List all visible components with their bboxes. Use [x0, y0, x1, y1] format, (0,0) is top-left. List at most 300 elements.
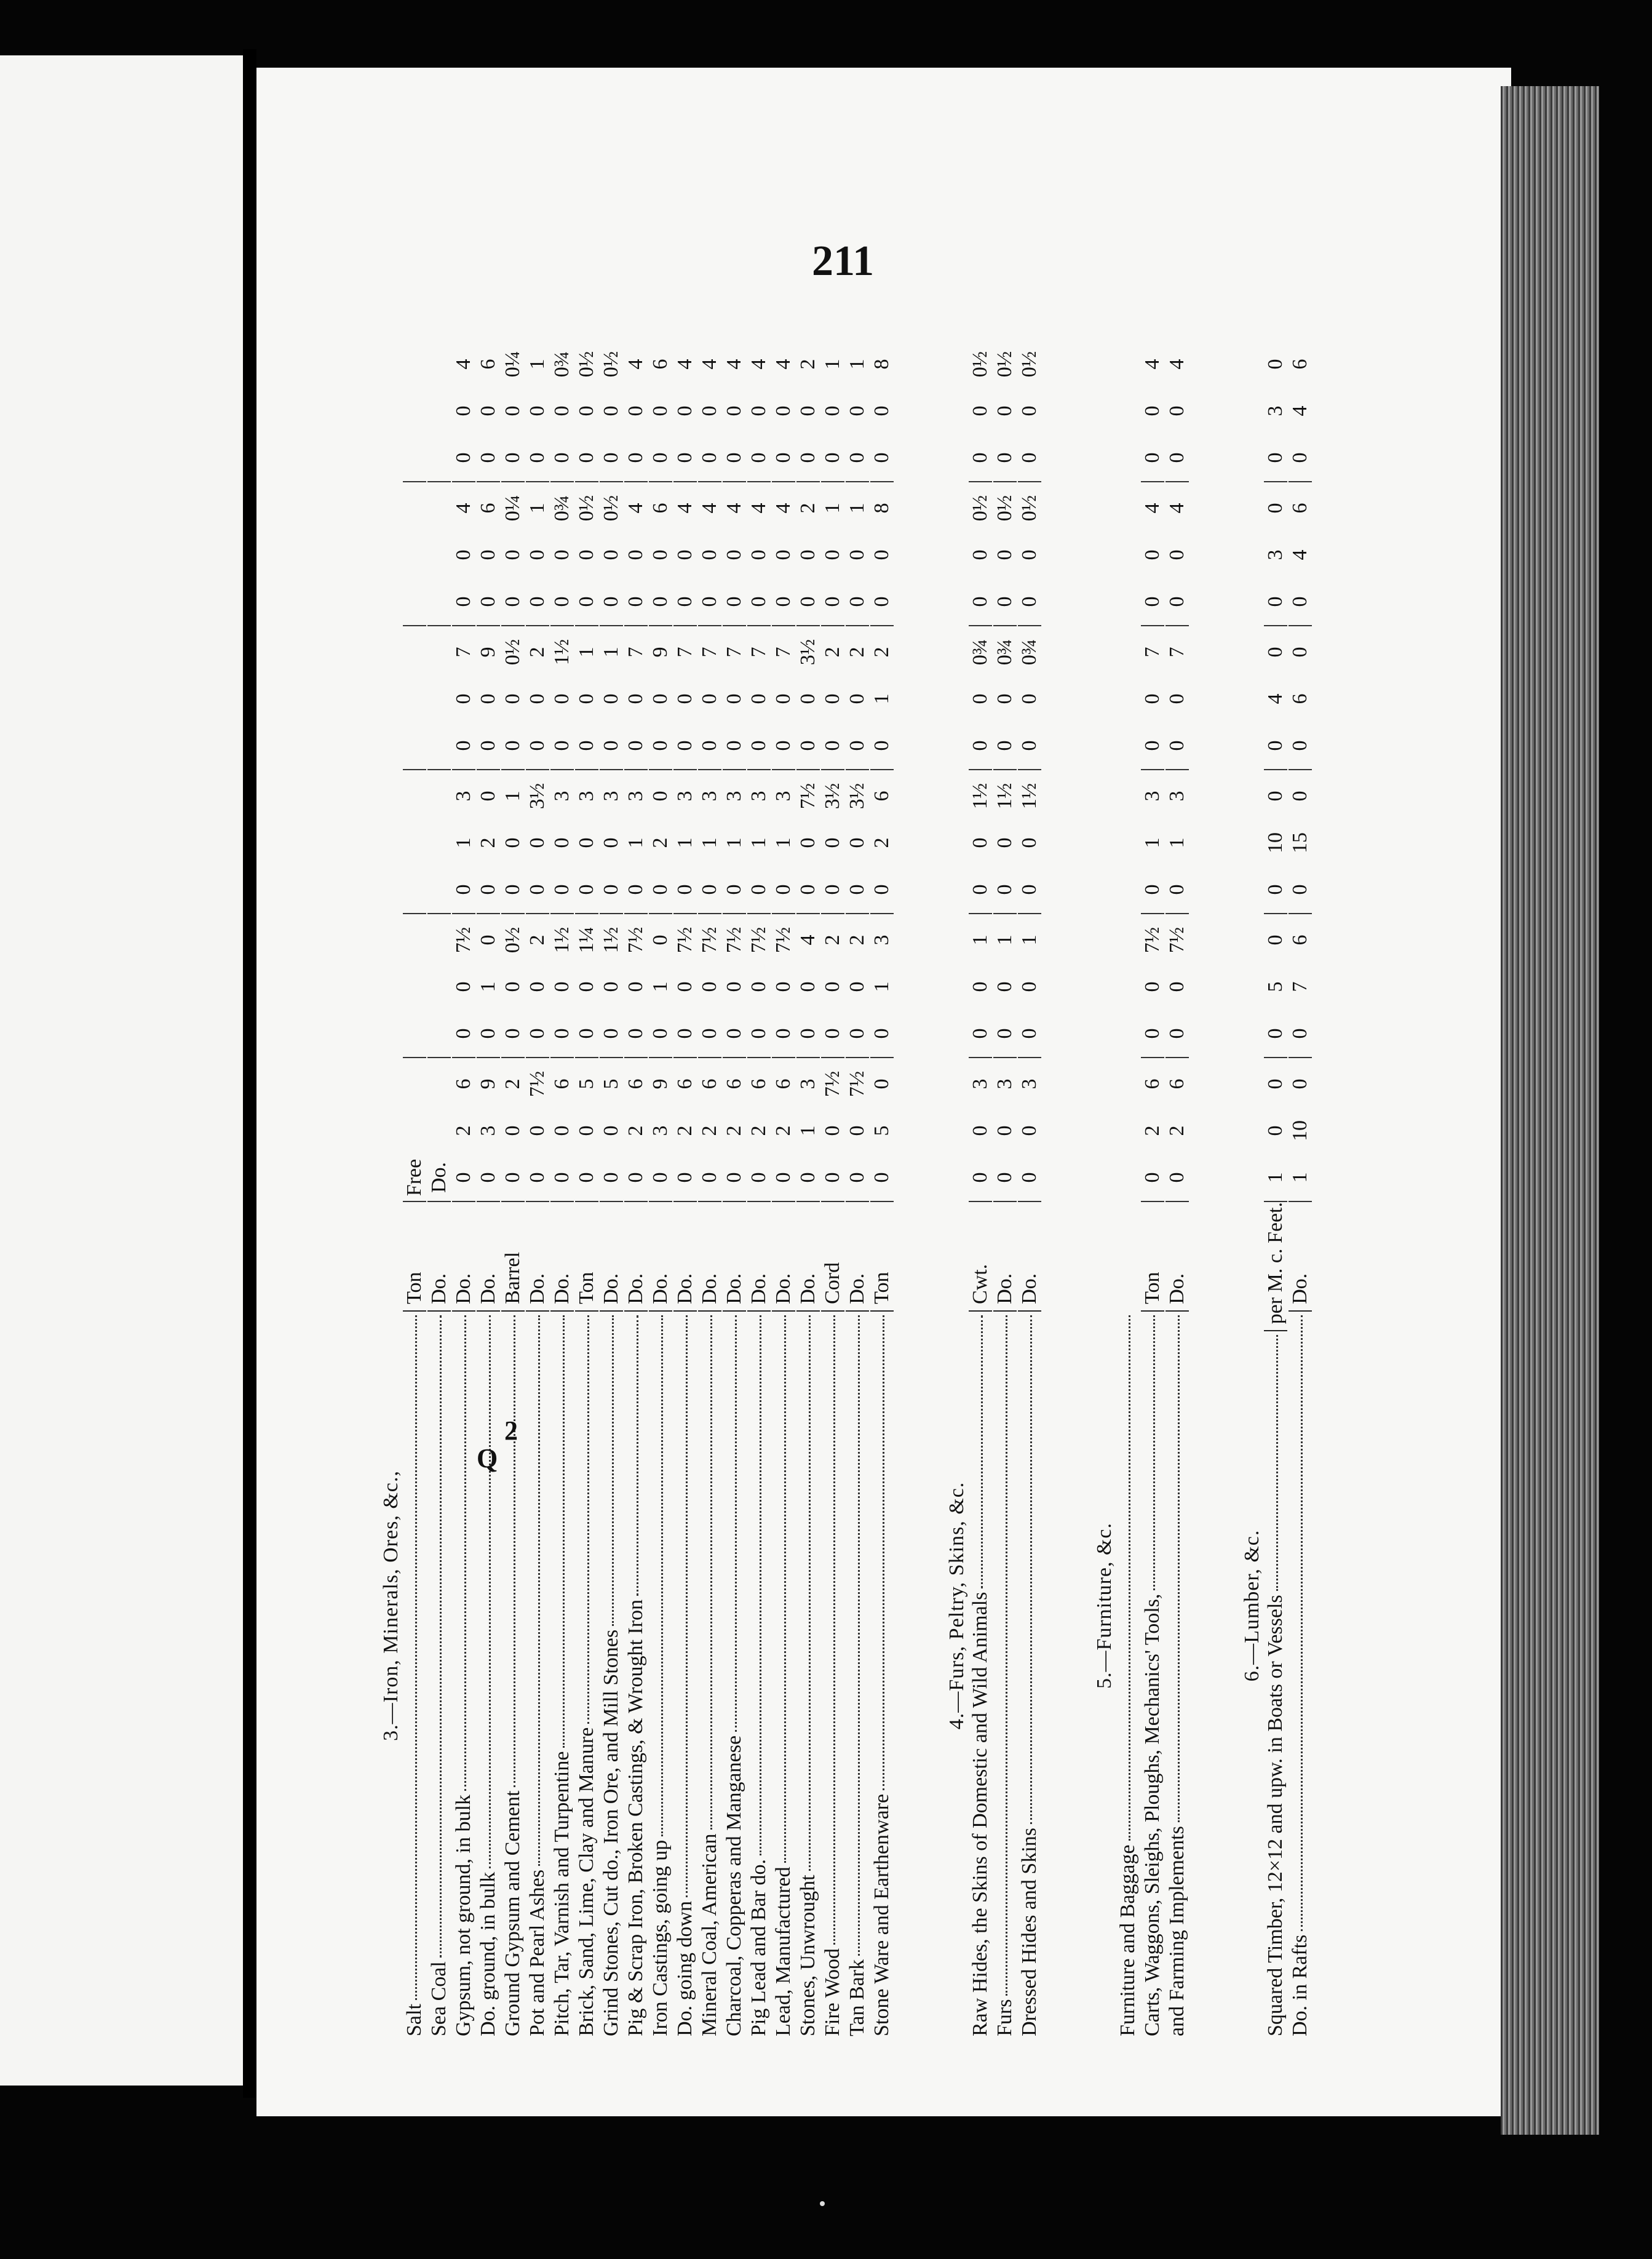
- rate-cell: 2: [477, 837, 499, 848]
- unit-cell: Do.: [1166, 1202, 1189, 1312]
- rate-cell: 1: [796, 1125, 819, 1136]
- rate-cell: 0: [870, 405, 893, 416]
- rate-cell: 0: [796, 405, 819, 416]
- rate-cell: 0: [452, 740, 475, 751]
- rate-cell: 0: [1264, 1028, 1287, 1039]
- rate-cell: 7½: [1141, 926, 1164, 954]
- rate-cell: 0: [1166, 1028, 1188, 1039]
- rate-cell: 0: [575, 884, 598, 895]
- row-description: [403, 1312, 426, 2036]
- row-description: [526, 1312, 549, 2036]
- rate-group: [747, 1058, 771, 1202]
- table-row: [1264, 338, 1289, 2036]
- rate-cell: 0: [649, 549, 672, 560]
- unit-cell: Do.: [723, 1202, 746, 1312]
- rate-cell: [403, 578, 426, 625]
- description-text: and Farming Implements: [1166, 1826, 1188, 2036]
- leader-dots: [637, 1315, 638, 1596]
- rate-cell: 0: [550, 981, 573, 992]
- rate-group: [526, 626, 549, 770]
- rate-group: [550, 482, 574, 626]
- rate-group: [649, 482, 672, 626]
- rate-cell: [427, 866, 451, 913]
- rate-cell: 0: [624, 740, 647, 751]
- rate-cell: 0: [796, 884, 819, 895]
- rate-cell: 1: [673, 837, 696, 848]
- rate-cell: 0¾: [550, 351, 573, 378]
- row-description: [698, 1312, 721, 2036]
- rate-cell: 0: [600, 693, 622, 704]
- rate-cell: [427, 434, 451, 481]
- rate-cell: 0: [969, 1125, 991, 1136]
- rate-cell: [403, 917, 426, 963]
- rate-cell: 0: [1264, 934, 1287, 946]
- rate-cell: 0: [772, 405, 795, 416]
- rate-cell: [427, 532, 451, 578]
- rate-cell: 2: [796, 503, 819, 514]
- rate-cell: 0: [846, 884, 868, 895]
- rate-cell: 0: [772, 884, 795, 895]
- rate-cell: 2: [821, 934, 844, 946]
- rate-cell: 4: [772, 503, 795, 514]
- row-description: [427, 1312, 451, 2036]
- row-description: [575, 1312, 598, 2036]
- rate-cell: 1: [649, 981, 672, 992]
- rate-group: [747, 482, 771, 626]
- description-text: Grind Stones, Cut do., Iron Ore, and Mill Stones: [600, 1629, 622, 2036]
- table-row: [477, 338, 501, 2036]
- rate-cell: [403, 485, 426, 532]
- description-text: Mineral Coal, American: [698, 1833, 721, 2036]
- rate-cell: 0: [600, 549, 622, 560]
- leader-dots: [563, 1315, 565, 1748]
- rate-cell: 0: [649, 596, 672, 607]
- section-gap: [1190, 338, 1215, 2036]
- rate-cell: 0: [477, 884, 499, 895]
- rate-cell: 0: [969, 1172, 991, 1183]
- rate-group: [821, 770, 844, 914]
- rate-cell: 3: [723, 791, 745, 802]
- rate-group: [1264, 626, 1287, 770]
- rate-group: [550, 626, 574, 770]
- description-text: Pitch, Tar, Varnish and Turpentine: [550, 1751, 573, 2036]
- rate-cell: 0: [993, 405, 1016, 416]
- rate-cell: 1½: [969, 783, 991, 810]
- rate-cell: 6: [624, 1078, 647, 1090]
- rate-cell: 0: [477, 693, 499, 704]
- rate-group: [747, 626, 771, 770]
- rate-group: [1141, 914, 1164, 1058]
- rate-cell: 0: [526, 884, 549, 895]
- rate-group: [821, 338, 844, 482]
- rate-cell: 3: [1264, 549, 1287, 560]
- rate-cell: 1: [477, 981, 499, 992]
- rate-cell: 2: [821, 647, 844, 658]
- rate-cell: 0: [1264, 1078, 1287, 1090]
- rate-group: [452, 914, 475, 1058]
- table-row: [600, 338, 624, 2036]
- rate-group: [698, 338, 721, 482]
- rate-cell: 0: [649, 884, 672, 895]
- rate-group: [1018, 770, 1041, 914]
- rate-group: [870, 338, 894, 482]
- rate-group: [993, 626, 1017, 770]
- rate-cell: 0: [821, 405, 844, 416]
- rate-cell: 5: [575, 1078, 598, 1090]
- rate-cell: 0: [1289, 452, 1311, 463]
- rate-group: [1264, 914, 1287, 1058]
- rate-group: [1018, 482, 1041, 626]
- rate-cell: 0: [575, 549, 598, 560]
- rate-cell: 0: [624, 596, 647, 607]
- rate-group: [796, 770, 820, 914]
- rate-cell: 0: [624, 693, 647, 704]
- rate-cell: 3: [1141, 791, 1164, 802]
- row-description: [477, 1312, 500, 2036]
- rate-cell: 4: [1289, 405, 1311, 416]
- leader-dots: [981, 1315, 983, 1588]
- rate-group: [969, 1058, 992, 1202]
- rate-cell: 0: [846, 452, 868, 463]
- rate-cell: 6: [477, 359, 499, 370]
- rate-cell: 6: [1289, 359, 1311, 370]
- rate-cell: 0: [501, 981, 524, 992]
- rate-group: [624, 914, 648, 1058]
- rate-cell: 0½: [993, 351, 1016, 378]
- rate-group: [452, 626, 475, 770]
- rate-cell: [403, 341, 426, 388]
- rate-cell: Free: [403, 1158, 426, 1197]
- rate-cell: 0: [1289, 1028, 1311, 1039]
- rate-cell: 0: [1264, 503, 1287, 514]
- rate-cell: 6: [747, 1078, 770, 1090]
- description-text: Iron Castings, going up: [649, 1839, 672, 2036]
- description-text: Furs: [993, 1999, 1016, 2036]
- rate-cell: [403, 388, 426, 434]
- rate-cell: 0: [723, 981, 745, 992]
- table-row: [772, 338, 796, 2036]
- rate-group: [821, 1058, 844, 1202]
- rate-group: [846, 482, 869, 626]
- rate-cell: 7½: [673, 926, 696, 954]
- rate-group: [403, 482, 426, 626]
- rate-cell: 1: [993, 934, 1016, 946]
- rate-cell: 0: [993, 740, 1016, 751]
- rate-cell: 7: [1166, 647, 1188, 658]
- table-row: [821, 338, 846, 2036]
- leader-dots: [489, 1315, 491, 1868]
- rate-cell: 0: [1018, 837, 1041, 848]
- rate-cell: 7: [1289, 981, 1311, 992]
- rate-group: [575, 338, 598, 482]
- rate-cell: 0: [723, 740, 745, 751]
- table-row: [1141, 338, 1166, 2036]
- rate-cell: 0: [747, 452, 770, 463]
- rate-cell: [427, 341, 451, 388]
- rate-cell: 2: [526, 647, 549, 658]
- rate-cell: 0: [846, 1172, 868, 1183]
- rate-cell: 7: [452, 647, 475, 658]
- rate-group: [477, 482, 500, 626]
- rate-cell: 0: [796, 1028, 819, 1039]
- rate-cell: 9: [477, 647, 499, 658]
- rate-group: [575, 482, 598, 626]
- rate-cell: 0: [698, 405, 721, 416]
- unit-cell: Do.: [550, 1202, 574, 1312]
- rate-cell: 0: [772, 549, 795, 560]
- unit-cell: Ton: [575, 1202, 598, 1312]
- rate-cell: [403, 963, 426, 1010]
- rate-cell: 1: [969, 934, 991, 946]
- rate-cell: 9: [649, 1078, 672, 1090]
- rate-cell: 0: [649, 1028, 672, 1039]
- rate-group: [1166, 626, 1189, 770]
- rate-cell: 0: [649, 693, 672, 704]
- rate-cell: 0: [550, 740, 573, 751]
- rate-cell: 0: [747, 1028, 770, 1039]
- rate-cell: 0: [501, 596, 524, 607]
- rate-group: [600, 626, 623, 770]
- rate-cell: [427, 819, 451, 866]
- rate-group: [403, 626, 426, 770]
- table-row: [403, 338, 427, 2036]
- rate-cell: 4: [452, 359, 475, 370]
- rate-group: [403, 914, 426, 1058]
- rate-cell: 0: [870, 549, 893, 560]
- rate-cell: 0½: [969, 495, 991, 522]
- rate-cell: 0: [870, 596, 893, 607]
- rate-cell: 0: [1018, 1172, 1041, 1183]
- rate-cell: 8: [870, 503, 893, 514]
- rate-cell: 9: [477, 1078, 499, 1090]
- rate-cell: 0: [772, 1172, 795, 1183]
- rate-cell: 3: [698, 791, 721, 802]
- rate-cell: 0: [550, 1172, 573, 1183]
- rate-cell: [403, 532, 426, 578]
- description-text: Stone Ware and Earthenware: [870, 1793, 893, 2036]
- section-gap: [1042, 338, 1067, 2036]
- rate-cell: 2: [723, 1125, 745, 1136]
- rate-group: [624, 482, 648, 626]
- tariff-table: [354, 338, 1338, 2036]
- rate-cell: 0: [747, 1172, 770, 1183]
- rate-cell: 0: [821, 693, 844, 704]
- rate-cell: 1: [452, 837, 475, 848]
- rate-cell: 7½: [846, 1070, 868, 1098]
- leader-dots: [1006, 1315, 1007, 1996]
- row-description: [870, 1312, 894, 2036]
- table-row: [969, 338, 993, 2036]
- leader-dots: [1301, 1315, 1303, 1931]
- rate-cell: 0: [723, 452, 745, 463]
- rate-group: [452, 770, 475, 914]
- rate-cell: 1: [501, 791, 524, 802]
- rate-cell: 7½: [698, 926, 721, 954]
- rate-cell: 1: [772, 837, 795, 848]
- rate-cell: 3: [772, 791, 795, 802]
- rate-cell: 7: [1141, 647, 1164, 658]
- rate-cell: 6: [772, 1078, 795, 1090]
- rate-cell: 0: [1018, 596, 1041, 607]
- rate-cell: 0: [526, 837, 549, 848]
- rate-cell: 7½: [526, 1070, 549, 1098]
- description-text: Sea Coal: [427, 1961, 450, 2036]
- margin-mark-2: 2: [504, 1416, 518, 1446]
- rate-cell: 2: [1166, 1125, 1188, 1136]
- rate-cell: 2: [846, 647, 868, 658]
- leader-dots: [587, 1315, 589, 1724]
- rate-cell: 1½: [993, 783, 1016, 810]
- rate-group: [526, 338, 549, 482]
- rate-group: [870, 626, 894, 770]
- rate-group: [550, 338, 574, 482]
- rate-cell: 0: [969, 740, 991, 751]
- section-heading: 3.—Iron, Minerals, Ores, &c.,: [379, 1470, 402, 1741]
- rate-cell: 4: [796, 934, 819, 946]
- page-edges: [1501, 86, 1599, 2135]
- description-text: Carts, Waggons, Sleighs, Ploughs, Mechanics' Tools,: [1141, 1593, 1164, 2036]
- row-description: [772, 1312, 795, 2036]
- rate-group: [673, 1058, 697, 1202]
- rate-cell: 0: [673, 1028, 696, 1039]
- rate-cell: 0: [1018, 981, 1041, 992]
- unit-cell: Do.: [1018, 1202, 1041, 1312]
- rate-cell: 0: [1264, 596, 1287, 607]
- rate-cell: 4: [1289, 549, 1311, 560]
- rate-group: [550, 914, 574, 1058]
- leader-dots: [1129, 1315, 1130, 1841]
- rate-group: [550, 770, 574, 914]
- rate-cell: [427, 917, 451, 963]
- rate-cell: 4: [772, 359, 795, 370]
- rate-cell: 7½: [624, 926, 647, 954]
- rate-cell: 10: [1289, 1120, 1311, 1141]
- rate-cell: 0: [600, 1028, 622, 1039]
- rate-cell: 0: [452, 1028, 475, 1039]
- rate-cell: 7: [747, 647, 770, 658]
- rate-cell: 0: [624, 981, 647, 992]
- unit-cell: Ton: [870, 1202, 894, 1312]
- rate-cell: 0: [452, 981, 475, 992]
- rate-cell: 0: [870, 1028, 893, 1039]
- rate-group: [427, 338, 451, 482]
- rate-cell: 0: [1166, 596, 1188, 607]
- table-row: [649, 338, 673, 2036]
- rate-group: [1166, 338, 1189, 482]
- leader-dots: [538, 1315, 540, 1866]
- rate-cell: 0: [698, 693, 721, 704]
- rate-group: [575, 914, 598, 1058]
- rate-cell: 0: [698, 981, 721, 992]
- rate-group: [673, 482, 697, 626]
- rate-cell: 4: [747, 503, 770, 514]
- row-description: [821, 1312, 844, 2036]
- rate-cell: 0: [526, 405, 549, 416]
- rate-group: [1166, 770, 1189, 914]
- rate-group: [501, 770, 525, 914]
- rate-cell: 3: [747, 791, 770, 802]
- rate-cell: 6: [1289, 934, 1311, 946]
- rate-group: [1018, 626, 1041, 770]
- rate-cell: 0: [1018, 693, 1041, 704]
- rate-group: [821, 626, 844, 770]
- rate-cell: 6: [698, 1078, 721, 1090]
- rate-cell: 0: [993, 981, 1016, 992]
- rate-group: [1166, 482, 1189, 626]
- rate-group: [993, 1058, 1017, 1202]
- rate-cell: 2: [526, 934, 549, 946]
- rate-cell: 0: [796, 693, 819, 704]
- rate-cell: 7: [723, 647, 745, 658]
- leader-dots: [1276, 1335, 1278, 1591]
- rate-group: [427, 626, 451, 770]
- page-gutter: [243, 49, 256, 2098]
- unit-cell: Do.: [772, 1202, 795, 1312]
- rate-group: [698, 626, 721, 770]
- rate-cell: 0: [501, 740, 524, 751]
- rate-cell: 0: [969, 884, 991, 895]
- rate-group: [427, 482, 451, 626]
- rate-cell: 0: [1141, 1028, 1164, 1039]
- rate-cell: 0: [526, 1172, 549, 1183]
- rate-cell: [403, 1061, 426, 1107]
- unit-cell: Ton: [403, 1202, 426, 1312]
- rate-cell: 4: [673, 359, 696, 370]
- rate-cell: 4: [698, 503, 721, 514]
- unit-cell: per M. c. Feet.: [1264, 1202, 1287, 1331]
- rate-cell: 4: [1264, 693, 1287, 704]
- unit-cell: Do.: [993, 1202, 1017, 1312]
- rate-cell: 0: [993, 884, 1016, 895]
- description-text: Pig Lead and Bar do.: [747, 1859, 770, 2036]
- row-description: [649, 1312, 672, 2036]
- rate-group: [501, 1058, 525, 1202]
- rate-group: [1141, 338, 1164, 482]
- unit-cell: Do.: [600, 1202, 623, 1312]
- rate-group: [575, 770, 598, 914]
- rate-group: [477, 1058, 500, 1202]
- rate-cell: [427, 629, 451, 675]
- rate-cell: 2: [624, 1125, 647, 1136]
- rate-cell: 0: [846, 693, 868, 704]
- left-page: [0, 55, 243, 2086]
- rate-cell: 0: [477, 740, 499, 751]
- rate-cell: [403, 675, 426, 722]
- rate-cell: 5: [600, 1078, 622, 1090]
- rate-group: [870, 1058, 894, 1202]
- rate-cell: 0: [993, 596, 1016, 607]
- rate-group: [747, 770, 771, 914]
- rate-group: [846, 1058, 869, 1202]
- rate-cell: 0: [673, 884, 696, 895]
- rate-cell: 0: [477, 596, 499, 607]
- rate-cell: 0: [821, 596, 844, 607]
- rate-cell: 0: [969, 596, 991, 607]
- rate-cell: 0: [993, 1172, 1016, 1183]
- unit-cell: Cord: [821, 1202, 844, 1312]
- rate-cell: 0: [673, 740, 696, 751]
- rate-cell: 0½: [575, 351, 598, 378]
- rate-cell: 3½: [821, 783, 844, 810]
- rate-cell: 7½: [772, 926, 795, 954]
- rate-group: [1166, 1058, 1189, 1202]
- rate-cell: 0: [870, 1172, 893, 1183]
- rate-cell: 0: [550, 596, 573, 607]
- rate-group: [723, 1058, 746, 1202]
- row-description: [1264, 1331, 1287, 2036]
- rate-cell: 0: [1166, 1172, 1188, 1183]
- table-row: [723, 338, 747, 2036]
